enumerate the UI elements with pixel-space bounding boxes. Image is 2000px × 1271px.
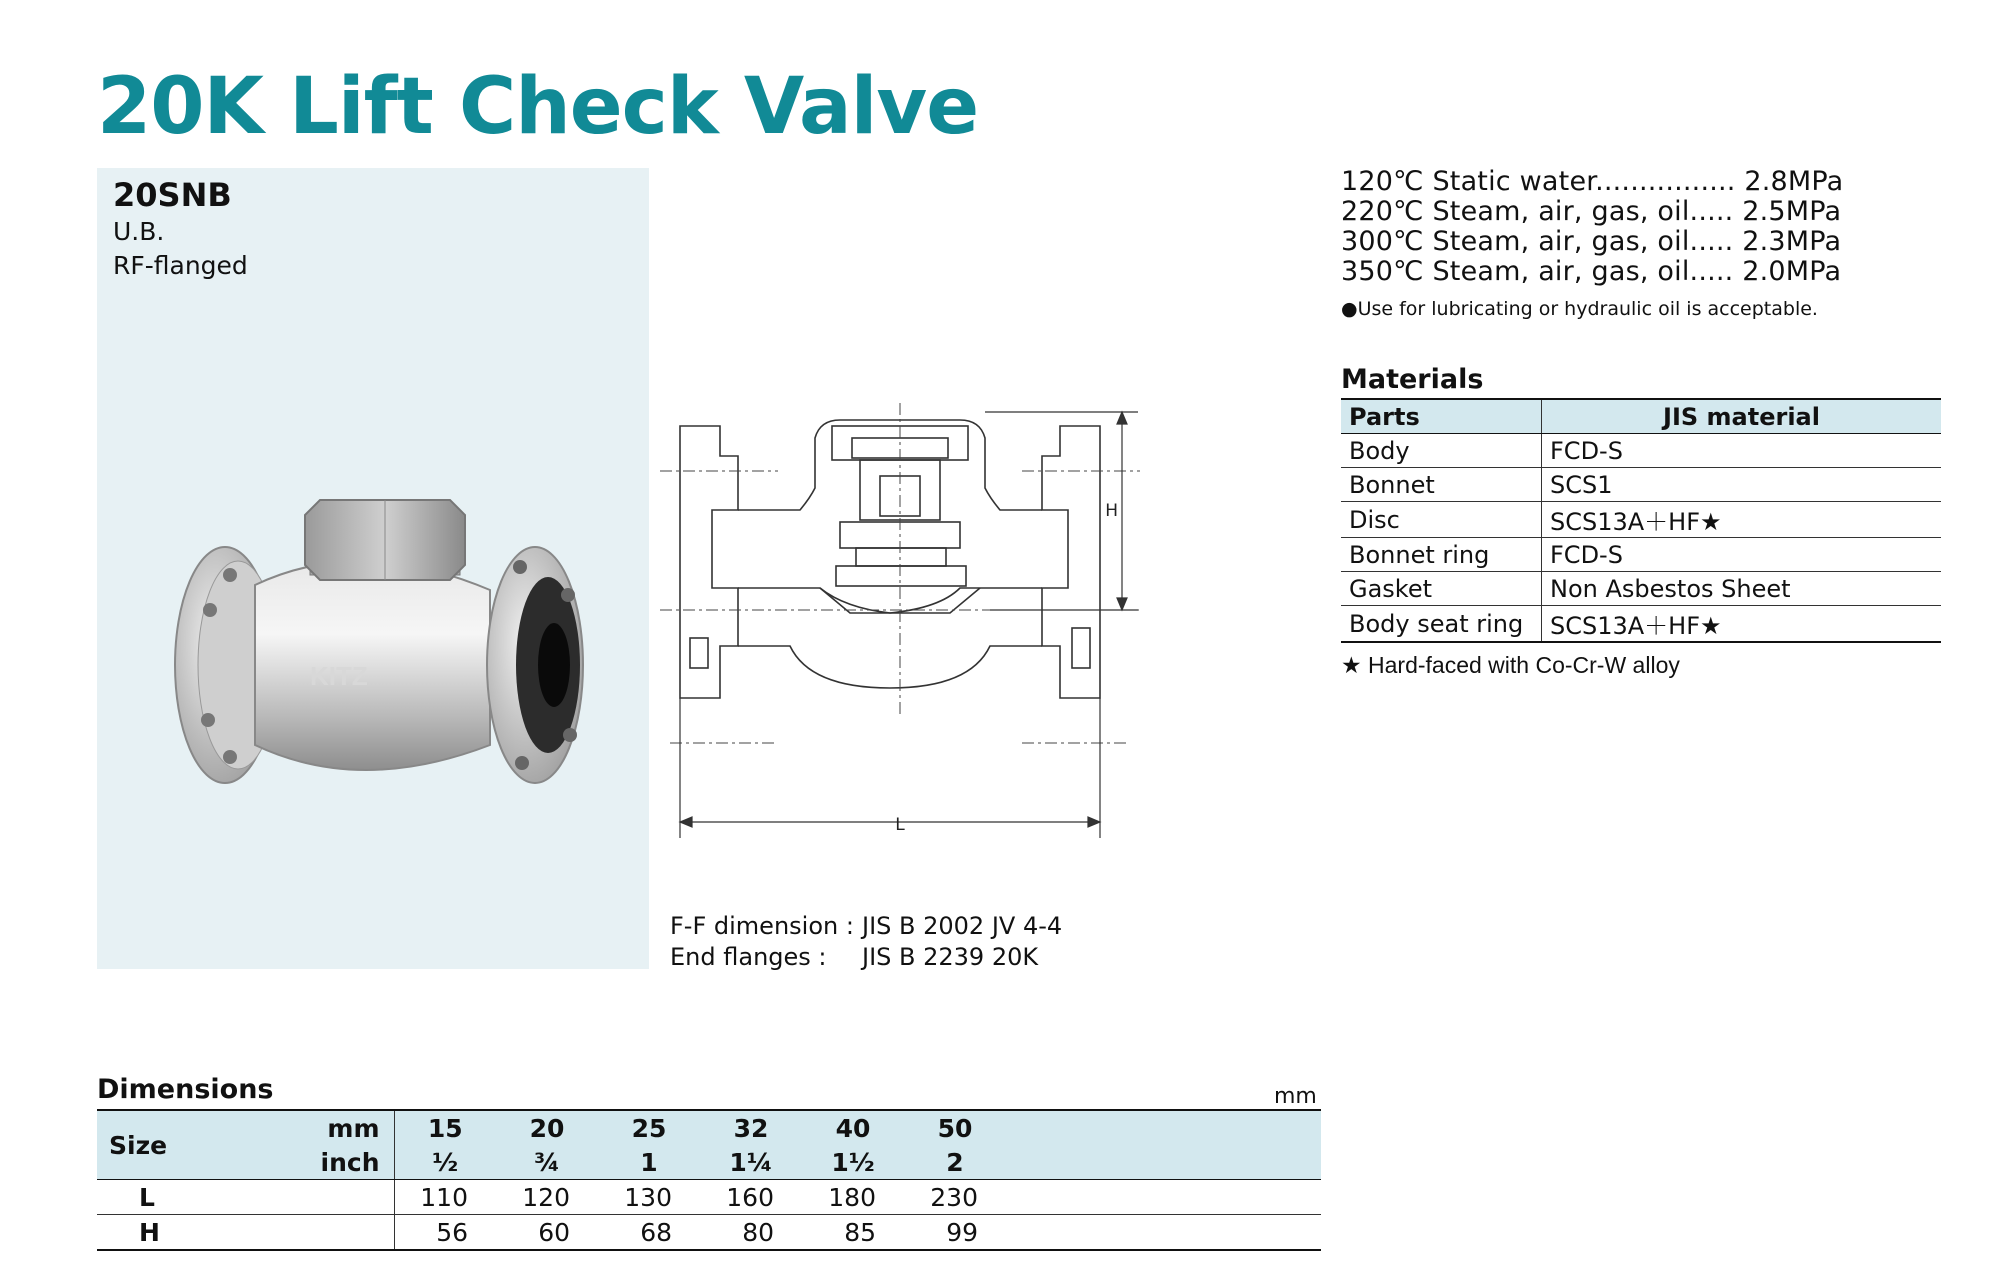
dimensions-table [97,1109,1321,1251]
table-row [1341,434,1941,468]
size-inch: 1¼ [700,1145,802,1180]
part-name: Disc [1341,502,1542,538]
valve-section-drawing [660,398,1140,838]
ff-dimension-value: JIS B 2002 JV 4-4 [862,912,1063,940]
table-row [1341,468,1941,502]
size-mm: 50 [904,1110,1006,1145]
size-label: Size [97,1110,217,1180]
size-mm: 20 [496,1110,598,1145]
materials-header-parts: Parts [1341,399,1542,434]
dimension-l-value: 180 [802,1180,904,1215]
dimension-label-h: H [1105,501,1118,521]
part-name: Body seat ring [1341,606,1542,643]
size-inch: ½ [394,1145,496,1180]
end-flanges-label: End flanges : [670,943,827,971]
part-material: SCS13A＋HF★ [1542,606,1942,643]
part-material: FCD-S [1542,434,1942,468]
dimension-h-label: H [97,1215,394,1251]
table-row [1341,502,1941,538]
valve-product-image [160,495,590,815]
page-title: 20K Lift Check Valve [97,62,979,152]
dimension-h-value: 56 [394,1215,496,1251]
dimension-l-label: L [97,1180,394,1215]
part-material: Non Asbestos Sheet [1542,572,1942,606]
table-row [1341,538,1941,572]
dimensions-unit: mm [1274,1084,1317,1109]
dimension-l-value: 110 [394,1180,496,1215]
dimension-h-value: 99 [904,1215,1006,1251]
dimension-h-value: 80 [700,1215,802,1251]
dimension-l-value: 120 [496,1180,598,1215]
materials-footnote: ★ Hard-faced with Co-Cr-W alloy [1341,652,1680,678]
size-mm: 32 [700,1110,802,1145]
dimensions-title: Dimensions [97,1074,274,1105]
size-inch: 1 [598,1145,700,1180]
part-name: Gasket [1341,572,1542,606]
rating-line: 300℃ Steam, air, gas, oil..... 2.3MPa [1341,226,1842,257]
mm-label: mm [217,1110,394,1145]
materials-table [1341,398,1941,643]
table-row [1341,572,1941,606]
model-number: 20SNB [113,176,232,214]
model-subtitle-flange: RF-flanged [113,251,248,280]
table-row [97,1215,1321,1251]
dimension-label-l: L [895,815,905,835]
dimension-h-value: 68 [598,1215,700,1251]
table-row [97,1180,1321,1215]
size-mm: 25 [598,1110,700,1145]
part-name: Bonnet ring [1341,538,1542,572]
dimension-l-value: 160 [700,1180,802,1215]
ratings-note: ●Use for lubricating or hydraulic oil is acceptable. [1341,298,1818,320]
size-inch: 1½ [802,1145,904,1180]
materials-header-jis: JIS material [1542,399,1942,434]
rating-line: 350℃ Steam, air, gas, oil..... 2.0MPa [1341,256,1842,287]
part-material: SCS1 [1542,468,1942,502]
part-material: FCD-S [1542,538,1942,572]
part-name: Bonnet [1341,468,1542,502]
inch-label: inch [217,1145,394,1180]
size-inch: ¾ [496,1145,598,1180]
table-row [1341,606,1941,643]
materials-title: Materials [1341,364,1484,395]
dimension-l-value: 230 [904,1180,1006,1215]
ff-dimension-label: F-F dimension : [670,912,854,940]
end-flanges-value: JIS B 2239 20K [862,943,1039,971]
part-material: SCS13A＋HF★ [1542,502,1942,538]
size-inch: 2 [904,1145,1006,1180]
rating-line: 120℃ Static water................ 2.8MPa [1341,166,1844,197]
dimension-l-value: 130 [598,1180,700,1215]
size-mm: 15 [394,1110,496,1145]
size-mm: 40 [802,1110,904,1145]
rating-line: 220℃ Steam, air, gas, oil..... 2.5MPa [1341,196,1842,227]
svg-text:KITZ: KITZ [310,661,368,691]
part-name: Body [1341,434,1542,468]
model-subtitle-ub: U.B. [113,217,165,246]
dimension-h-value: 60 [496,1215,598,1251]
dimension-h-value: 85 [802,1215,904,1251]
